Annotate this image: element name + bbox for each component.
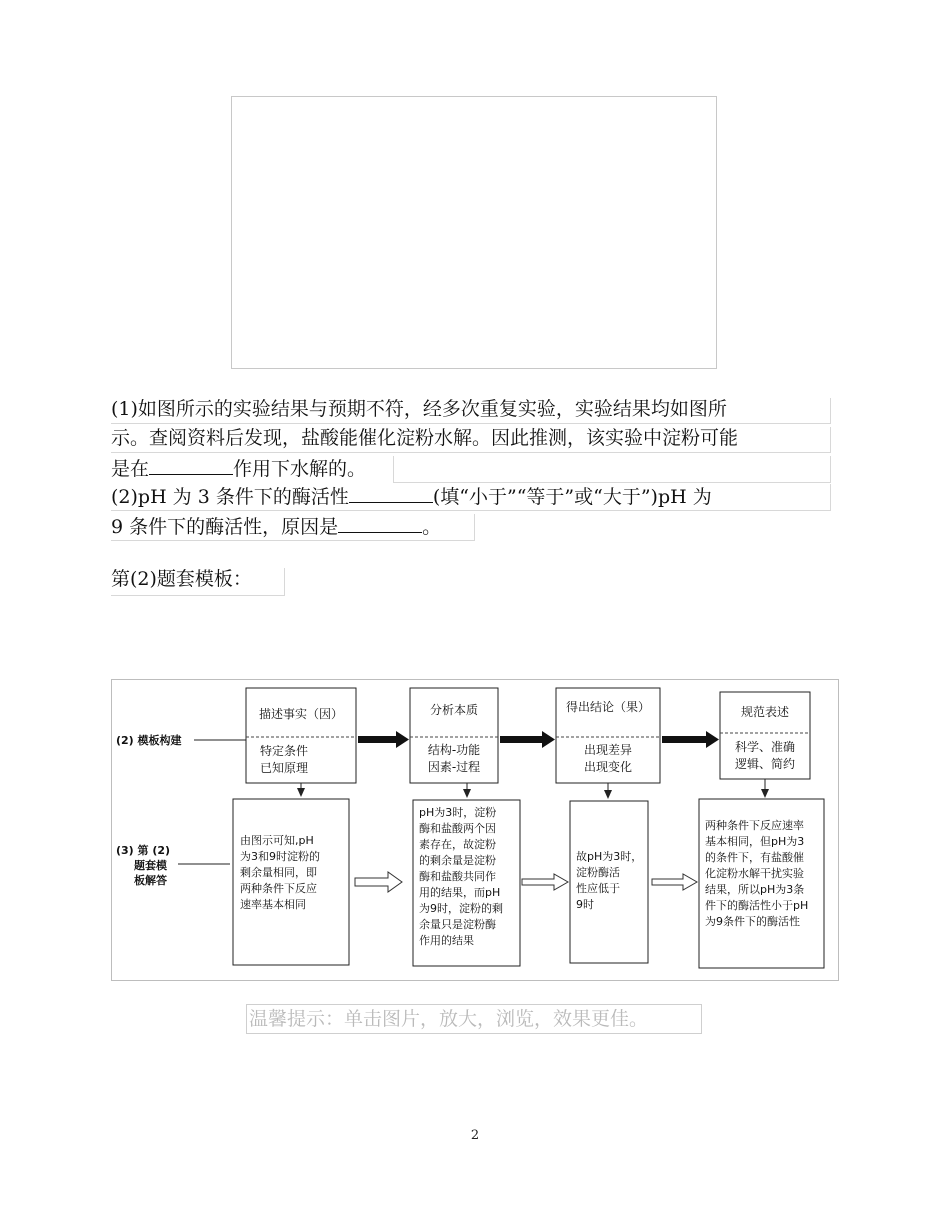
question2-line2-suffix: 。 xyxy=(422,516,442,538)
row-label-build: (2) 模板构建 xyxy=(116,734,182,747)
step-1-sub-2: 已知原理 xyxy=(259,761,309,775)
step-4-title: 规范表述 xyxy=(740,705,790,719)
answer-1-line-4: 两种条件下反应 xyxy=(240,882,317,895)
text-box-outline xyxy=(111,427,831,453)
question1-line2: 示。查阅资料后发现，盐酸能催化淀粉水解。因此推测，该实验中淀粉可能 xyxy=(111,427,739,449)
text-box-outline xyxy=(393,456,831,483)
question1-line3-suffix: 作用下水解的。 xyxy=(233,458,367,480)
answer-2-line-3: 素存在，故淀粉 xyxy=(419,838,496,851)
answer-4-line-1: 两种条件下反应速率 xyxy=(705,819,804,832)
row-label-answer-3: 板解答 xyxy=(134,874,167,887)
hollow-arrow-2 xyxy=(522,874,568,890)
template-flow-diagram xyxy=(111,679,839,981)
question2-line1-suffix: (填“小于”“等于”或“大于”)pH 为 xyxy=(432,486,712,508)
thick-arrow-1 xyxy=(358,731,409,748)
answer-1-line-3: 剩余量相同，即 xyxy=(240,866,317,879)
flow-diagram-svg xyxy=(112,680,838,980)
answer-blank-1[interactable] xyxy=(149,456,233,475)
step-3-sub-1: 出现差异 xyxy=(583,743,633,757)
step-4-sub-1: 科学、准确 xyxy=(734,740,796,754)
answer-3-line-4: 9时 xyxy=(576,898,594,911)
answer-box-3 xyxy=(570,801,648,963)
answer-2-line-6: 用的结果，而pH xyxy=(419,886,501,899)
answer-2-line-2: 酶和盐酸两个因 xyxy=(419,822,496,835)
template-heading: 第(2)题套模板： xyxy=(111,568,252,590)
answer-1-line-1: 由图示可知,pH xyxy=(240,834,314,847)
answer-4-lines xyxy=(705,818,808,928)
question2-line2-prefix: 9 条件下的酶活性，原因是 xyxy=(111,516,339,538)
step-box-2 xyxy=(410,688,498,783)
thick-arrow-2 xyxy=(500,731,555,748)
answer-4-line-7: 为9条件下的酶活性 xyxy=(705,915,800,928)
answer-2-line-5: 酶和盐酸共同作 xyxy=(419,870,496,883)
step-1-sub-1: 特定条件 xyxy=(259,744,309,758)
figure-image-placeholder xyxy=(231,96,717,369)
answer-2-lines xyxy=(419,805,503,947)
step-box-4 xyxy=(720,692,810,779)
step-box-1 xyxy=(246,688,356,783)
step-2-sub-1: 结构-功能 xyxy=(427,743,481,757)
answer-4-line-3: 的条件下，有盐酸催 xyxy=(705,851,804,864)
step-4-sub-2: 逻辑、简约 xyxy=(734,757,796,771)
question1-line3 xyxy=(111,456,366,481)
step-1-title: 描述事实（因） xyxy=(258,707,344,721)
answer-4-line-4: 化淀粉水解干扰实验 xyxy=(705,867,804,880)
answer-4-line-6: 件下的酶活性小于pH xyxy=(705,899,809,912)
step-3-title: 得出结论（果） xyxy=(565,700,651,714)
page-number: 2 xyxy=(470,1128,480,1143)
answer-1-line-5: 速率基本相同 xyxy=(240,898,306,911)
question1-line3-prefix: 是在 xyxy=(111,458,150,480)
row-label-answer-1: (3) 第 (2) xyxy=(116,844,171,857)
answer-3-line-1: 故pH为3时， xyxy=(576,850,643,863)
answer-2-line-8: 余量只是淀粉酶 xyxy=(419,918,496,931)
text-box-outline xyxy=(111,484,831,511)
text-box-outline xyxy=(111,398,831,424)
answer-2-line-4: 的剩余量是淀粉 xyxy=(419,854,496,867)
question1-line1: (1)如图所示的实验结果与预期不符，经多次重复实验，实验结果均如图所 xyxy=(111,398,727,420)
answer-4-line-5: 结果，所以pH为3条 xyxy=(705,883,805,896)
step-2-sub-2: 因素-过程 xyxy=(427,760,481,774)
answer-box-4 xyxy=(699,799,824,968)
step-2-title: 分析本质 xyxy=(429,703,479,717)
answer-4-line-2: 基本相同，但pH为3 xyxy=(705,835,805,848)
thick-arrow-3 xyxy=(662,731,719,748)
hollow-arrow-1 xyxy=(355,872,402,892)
answer-2-line-1: pH为3时，淀粉 xyxy=(419,806,497,819)
answer-box-2 xyxy=(413,800,520,966)
answer-box-1 xyxy=(233,799,349,965)
answer-2-line-9: 作用的结果 xyxy=(419,934,474,947)
text-box-outline xyxy=(111,568,285,596)
row-label-answer-2: 题套模 xyxy=(134,859,167,872)
step-3-sub-2: 出现变化 xyxy=(583,760,633,774)
answer-2-line-7: 为9时，淀粉的剩 xyxy=(419,902,503,915)
tip-text: 温馨提示：单击图片，放大，浏览，效果更佳。 xyxy=(246,1004,702,1034)
question2-line1-prefix: (2)pH 为 3 条件下的酶活性 xyxy=(111,486,349,508)
answer-3-line-3: 性应低于 xyxy=(576,882,620,895)
step-box-3 xyxy=(556,688,660,783)
hollow-arrow-3 xyxy=(652,874,697,890)
answer-3-line-2: 淀粉酶活 xyxy=(576,866,620,879)
answer-1-line-2: 为3和9时淀粉的 xyxy=(240,850,320,863)
text-box-outline xyxy=(111,514,475,541)
